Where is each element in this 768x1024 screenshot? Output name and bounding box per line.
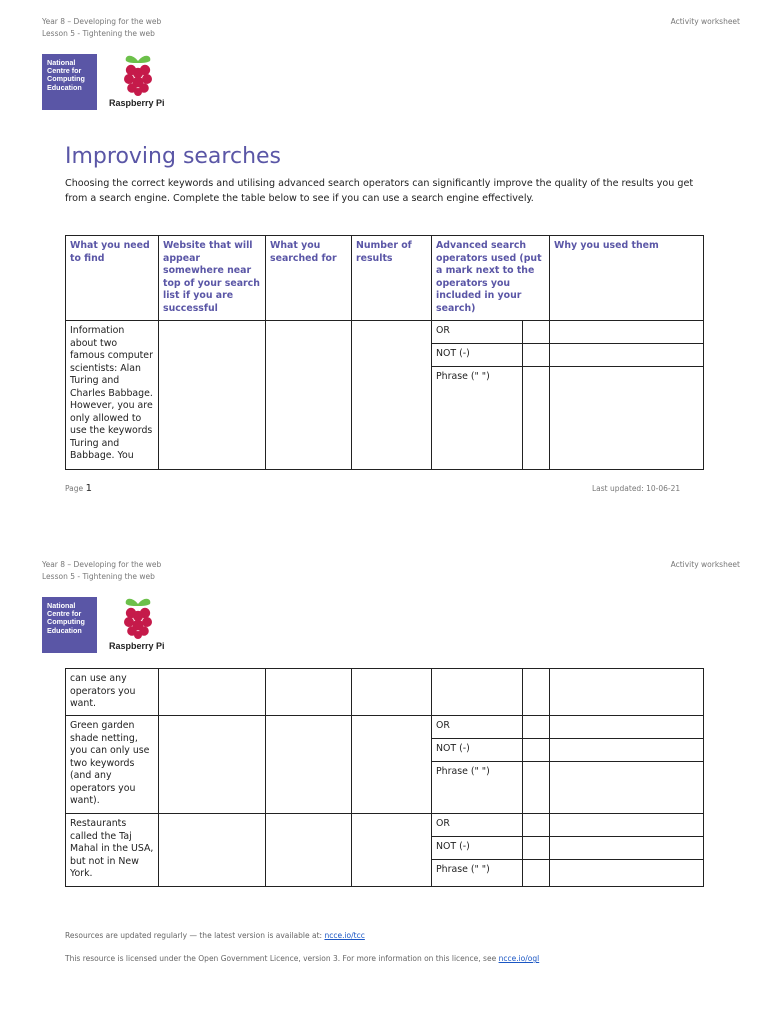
header-doc-type: Activity worksheet [670,560,740,569]
task-1-description: Information about two famous computer scientists: Alan Turing and Charles Babbage. However, you are only allowed to use the keywords Turing and Babbage. You [66,321,159,470]
operator-phrase-label: Phrase (" ") [432,762,523,814]
table-row [66,716,704,739]
raspberry-pi-label: Raspberry Pi [109,641,165,651]
operator-not-mark-cell[interactable] [523,739,550,762]
header-course: Year 8 – Developing for the web [42,17,162,26]
header-course: Year 8 – Developing for the web [42,560,162,569]
operator-not-mark-cell[interactable] [523,837,550,860]
task-1-continued: can use any operators you want. [66,669,159,716]
why-used-cell[interactable] [550,814,704,837]
ncce-logo: National Centre for Computing Education [42,597,97,653]
header-doc-type: Activity worksheet [670,17,740,26]
results-count-cell[interactable] [352,669,432,716]
page-number: Page 1 [65,483,92,494]
website-cell[interactable] [159,321,266,470]
licence-note: This resource is licensed under the Open Government Licence, version 3. For more information on this licence, see ncce.io/ogl [65,954,540,963]
operator-phrase-label: Phrase (" ") [432,367,523,470]
results-count-cell[interactable] [352,814,432,887]
raspberry-pi-logo [120,53,156,101]
why-used-cell[interactable] [550,837,704,860]
website-cell[interactable] [159,814,266,887]
operator-or-label: OR [432,321,523,344]
operator-or-mark-cell[interactable] [523,321,550,344]
operator-or-mark-cell[interactable] [523,716,550,739]
table-row [66,669,704,716]
operator-or-label: OR [432,814,523,837]
table-header-row [66,236,704,321]
operator-cell[interactable] [432,669,523,716]
operator-not-label: NOT (-) [432,837,523,860]
operator-or-mark-cell[interactable] [523,814,550,837]
task-3-description: Restaurants called the Taj Mahal in the USA, but not in New York. [66,814,159,887]
why-used-cell[interactable] [550,344,704,367]
header-website: Website that will appear somewhere near top of your search list if you are successful [159,236,266,321]
table-row [66,814,704,837]
why-used-cell[interactable] [550,367,704,470]
operator-not-mark-cell[interactable] [523,344,550,367]
raspberry-icon [120,53,156,97]
why-used-cell[interactable] [550,321,704,344]
search-table-part-2 [65,668,704,887]
header-lesson: Lesson 5 - Tightening the web [42,29,155,38]
operator-or-label: OR [432,716,523,739]
raspberry-pi-label: Raspberry Pi [109,98,165,108]
searched-for-cell[interactable] [266,716,352,814]
why-used-cell[interactable] [550,860,704,887]
ncce-logo: National Centre for Computing Education [42,54,97,110]
task-2-description: Green garden shade netting, you can only use two keywords (and any operators you want). [66,716,159,814]
search-table-part-1 [65,235,704,470]
operator-mark-cell[interactable] [523,669,550,716]
operator-phrase-mark-cell[interactable] [523,860,550,887]
resources-note: Resources are updated regularly — the latest version is available at: ncce.io/tcc [65,931,365,940]
searched-for-cell[interactable] [266,669,352,716]
why-used-cell[interactable] [550,669,704,716]
header-operators: Advanced search operators used (put a mark next to the operators you included in your search) [432,236,550,321]
operator-not-label: NOT (-) [432,739,523,762]
website-cell[interactable] [159,716,266,814]
header-searched-for: What you searched for [266,236,352,321]
ogl-link[interactable]: ncce.io/ogl [498,954,540,963]
searched-for-cell[interactable] [266,814,352,887]
operator-phrase-label: Phrase (" ") [432,860,523,887]
header-what-to-find: What you need to find [66,236,159,321]
operator-not-label: NOT (-) [432,344,523,367]
table-row [66,321,704,344]
why-used-cell[interactable] [550,762,704,814]
searched-for-cell[interactable] [266,321,352,470]
why-used-cell[interactable] [550,716,704,739]
operator-phrase-mark-cell[interactable] [523,762,550,814]
header-lesson: Lesson 5 - Tightening the web [42,572,155,581]
operator-phrase-mark-cell[interactable] [523,367,550,470]
why-used-cell[interactable] [550,739,704,762]
results-count-cell[interactable] [352,716,432,814]
last-updated: Last updated: 10-06-21 [592,484,681,493]
raspberry-icon [120,596,156,640]
intro-paragraph: Choosing the correct keywords and utilising advanced search operators can significantly improve the quality of the results you get from a search engine. Complete the table below to see if you can use a search engine effectively. [65,178,694,204]
raspberry-pi-logo [120,596,156,644]
page-title: Improving searches [65,144,282,169]
tcc-link[interactable]: ncce.io/tcc [324,931,365,940]
header-why-used: Why you used them [550,236,704,321]
website-cell[interactable] [159,669,266,716]
header-number-results: Number of results [352,236,432,321]
results-count-cell[interactable] [352,321,432,470]
